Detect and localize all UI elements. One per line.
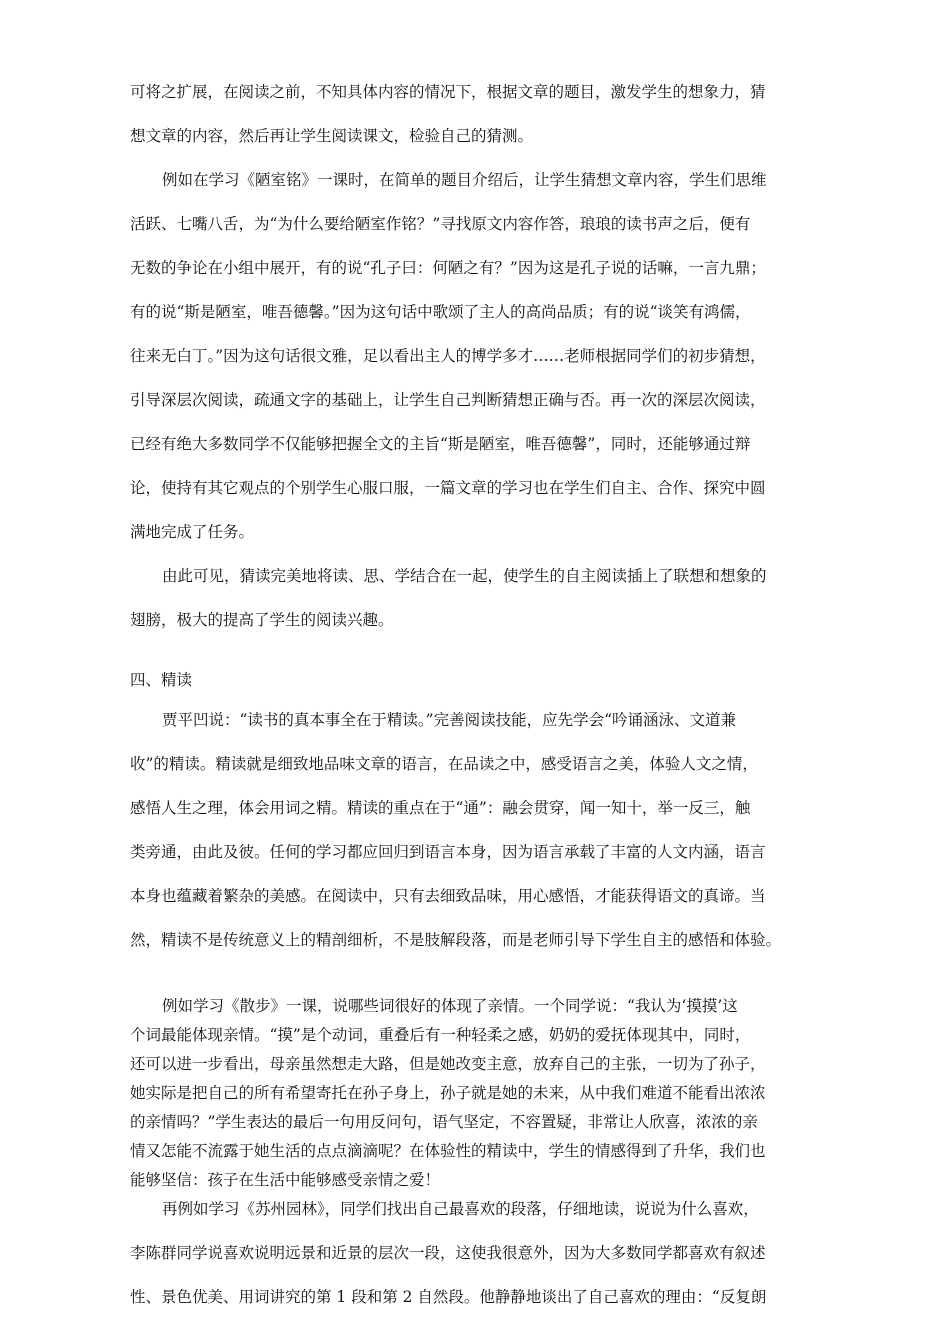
text-line: 还可以进一步看出，母亲虽然想走大路，但是她改变主意，放弃自己的主张，一切为了孙子，	[130, 1055, 766, 1073]
text-line: 能够坚信：孩子在生活中能够感受亲情之爱！	[130, 1171, 441, 1189]
paragraph-start: 例如在学习《陋室铭》一课时，在简单的题目介绍后，让学生猜想文章内容，学生们思维	[162, 171, 767, 189]
text-line: 有的说“斯是陋室，唯吾德馨。”因为这句话中歌颂了主人的高尚品质；有的说“谈笑有鸿儒，	[130, 303, 751, 321]
text-line: 无数的争论在小组中展开，有的说“孔子曰：何陋之有？”因为这是孔子说的话嘛，一言九鼎；	[130, 259, 766, 277]
text-line: 类旁通，由此及彼。任何的学习都应回归到语言本身，因为语言承载了丰富的人文内涵，语言	[130, 843, 766, 861]
paragraph-start: 例如学习《散步》一课，说哪些词很好的体现了亲情。一个同学说：“我认为‘摸摸’这	[162, 997, 738, 1015]
text-line: 她实际是把自己的所有希望寄托在孙子身上，孙子就是她的未来，从中我们难道不能看出浓浓	[130, 1084, 766, 1102]
text-line: 可将之扩展，在阅读之前，不知具体内容的情况下，根据文章的题目，激发学生的想象力，猜	[130, 83, 766, 101]
text-line: 已经有绝大多数同学不仅能够把握全文的主旨“斯是陋室，唯吾德馨”，同时，还能够通过辩	[130, 435, 751, 453]
paragraph-start: 再例如学习《苏州园林》，同学们找出自己最喜欢的段落，仔细地读，说说为什么喜欢，	[162, 1200, 759, 1218]
text-line: 的亲情吗？”学生表达的最后一句用反问句，语气坚定，不容置疑，非常让人欣喜，浓浓的亲	[130, 1113, 758, 1131]
text-line: 性、景色优美、用词讲究的第 1 段和第 2 自然段。他静静地谈出了自己喜欢的理由：“反复朗	[130, 1288, 767, 1306]
text-line: 情又怎能不流露于她生活的点点滴滴呢？在体验性的精读中，学生的情感得到了升华，我们也	[130, 1142, 766, 1160]
text-line: 本身也蕴藏着繁杂的美感。在阅读中，只有去细致品味，用心感悟，才能获得语文的真谛。当	[130, 887, 766, 905]
text-line: 论，使持有其它观点的个别学生心服口服，一篇文章的学习也在学生们自主、合作、探究中圆	[130, 479, 766, 497]
text-line: 感悟人生之理，体会用词之精。精读的重点在于“通”：融会贯穿，闻一知十，举一反三，触	[130, 799, 751, 817]
text-line: 想文章的内容，然后再让学生阅读课文，检验自己的猜测。	[130, 127, 534, 145]
text-line: 个词最能体现亲情。“摸”是个动词，重叠后有一种轻柔之感，奶奶的爱抚体现其中，同时，	[130, 1026, 751, 1044]
text-line: 活跃、七嘴八舌，为“为什么要给陋室作铭？”寻找原文内容作答，琅琅的读书声之后，便有	[130, 215, 751, 233]
paragraph-start: 贾平凹说：“读书的真本事全在于精读。”完善阅读技能，应先学会“吟诵涵泳、文道兼	[162, 711, 737, 729]
text-line: 收”的精读。精读就是细致地品味文章的语言，在品读之中，感受语言之美，体验人文之情，	[130, 755, 758, 773]
text-line: 满地完成了任务。	[130, 523, 255, 541]
text-line: 然，精读不是传统意义上的精剖细析，不是肢解段落，而是老师引导下学生自主的感悟和体验。	[130, 931, 782, 949]
section-heading: 四、精读	[130, 671, 193, 689]
text-line: 翅膀，极大的提高了学生的阅读兴趣。	[130, 611, 394, 629]
text-line: 李陈群同学说喜欢说明远景和近景的层次一段，这使我很意外，因为大多数同学都喜欢有叙述	[130, 1244, 766, 1262]
text-line: 引导深层次阅读，疏通文字的基础上，让学生自己判断猜想正确与否。再一次的深层次阅读，	[130, 391, 766, 409]
text-line: 往来无白丁。”因为这句话很文雅，足以看出主人的博学多才……老师根据同学们的初步猜想，	[130, 347, 766, 365]
paragraph-start: 由此可见，猜读完美地将读、思、学结合在一起，使学生的自主阅读插上了联想和想象的	[162, 567, 767, 585]
